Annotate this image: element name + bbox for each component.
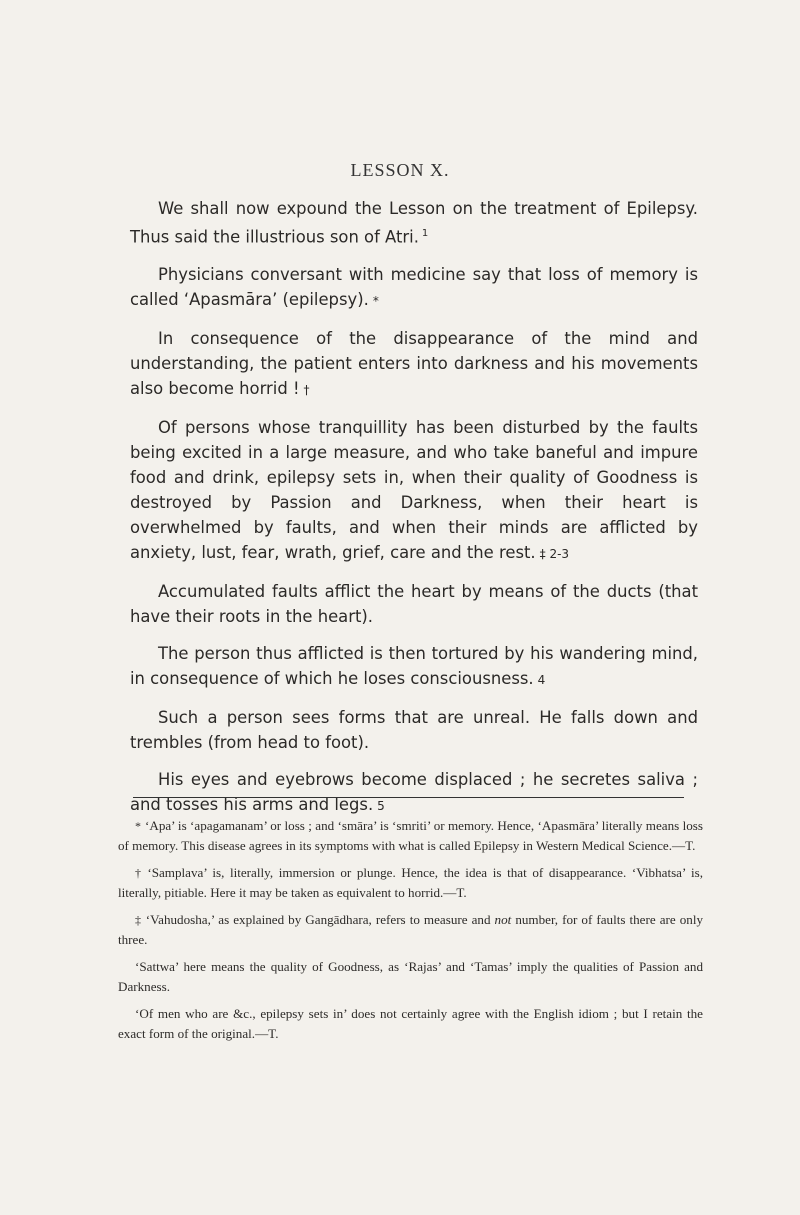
footnote-marker: † [303,383,310,398]
footnote-divider [133,797,684,798]
footnote-2: † ‘Samplava’ is, literally, immersion or plunge. Hence, the idea is that of disappearance. ‘Vibhatsa’ is, literally, pitiable. Here it may be taken as equivalent to horrid.—T. [118,865,703,900]
paragraph-4: Of persons whose tranquillity has been disturbed by the faults being excited in a large measure, and who take baneful and impure food and drink, epilepsy sets in, when their quality of Goodness is destroyed by Passion and Darkness, when their heart is overwhelmed by faults, and when their minds are afflicted by anxiety, lust, fear, wrath, grief, care and the rest. ‡ 2-3 [130,418,698,563]
paragraph-3: In consequence of the disappearance of the mind and understanding, the patient enters into darkness and his movements also become horrid ! † [130,329,698,399]
footnote-5: ‘Of men who are &c., epilepsy sets in’ does not certainly agree with the English idiom ; but I retain the exact form of the original.—T. [118,1006,703,1041]
dagger-symbol: † [135,866,144,880]
footnote-4: ‘Sattwa’ here means the quality of Goodness, as ‘Rajas’ and ‘Tamas’ imply the qualities of Passion and Darkness. [118,959,703,994]
footnote-marker: * [372,294,379,309]
asterisk-symbol: * [135,819,141,833]
lesson-title: LESSON X. [350,160,450,180]
main-text [130,196,698,831]
paragraph-6: The person thus afflicted is then tortured by his wandering mind, in consequence of which he loses consciousness. 4 [130,644,698,689]
footnote-1: * ‘Apa’ is ‘apagamanam’ or loss ; and ‘smāra’ is ‘smriti’ or memory. Hence, ‘Apasmāra’ literally means loss of memory. This disease agrees in its symptoms with what is called Epilepsy in Western Medical Science.—T. [118,818,703,853]
footnote-3: ‡ ‘Vahudosha,’ as explained by Gangādhara, refers to measure and not number, for of faults there are only three. [118,912,703,947]
paragraph-1: We shall now expound the Lesson on the treatment of Epilepsy. Thus said the illustrious son of Atri. $^1$ [130,199,698,247]
paragraph-5: Accumulated faults afflict the heart by means of the ducts (that have their roots in the heart). [130,582,698,627]
verse-number: 5 [377,799,385,814]
verse-number: 4 [537,673,546,688]
footnotes [118,816,703,1051]
paragraph-7: Such a person sees forms that are unreal. He falls down and trembles (from head to foot). [130,708,698,753]
verse-number: 1 [421,228,429,239]
paragraph-2: Physicians conversant with medicine say that loss of memory is called ‘Apasmāra’ (epilepsy). * [130,265,698,310]
footnote-marker: ‡ 2-3 [539,547,570,562]
double-dagger-symbol: ‡ [135,913,142,927]
paragraph-8: His eyes and eyebrows become displaced ; he secretes saliva ; and tosses his arms and legs. 5 [130,770,698,815]
